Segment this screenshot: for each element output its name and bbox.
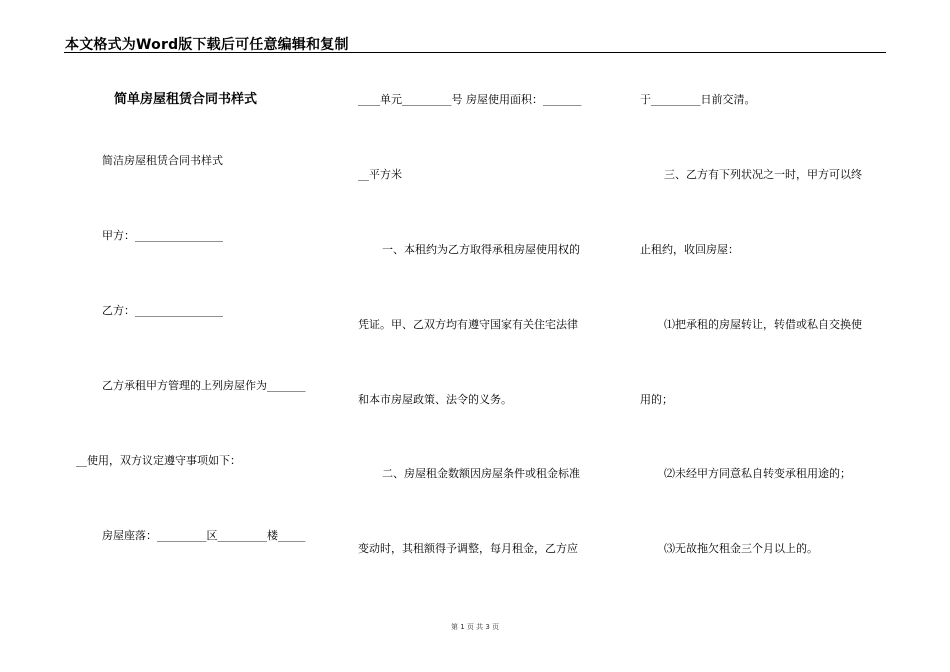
page-number: 第 1 页 共 3 页 (450, 623, 500, 631)
text-line: 止租约，收回房屋： (640, 243, 739, 256)
clause-2-line: 二、房屋租金数额因房屋条件或租金标准 (382, 467, 580, 480)
sub-item-3-line: ⑶无故拖欠租金三个月以上的。 (664, 542, 818, 555)
address-line: 房屋座落：_________区_________楼_____ (102, 529, 306, 542)
clause-1-line: 一、本租约为乙方取得承租房屋使用权的 (382, 243, 580, 256)
document-title: 简单房屋租赁合同书样式 (114, 92, 258, 107)
text-line: 变动时，其租额得予调整，每月租金，乙方应 (358, 542, 578, 555)
party-b-line: 乙方：________________ (102, 304, 223, 317)
text-line: 凭证。甲、乙双方均有遵守国家有关住宅法律 (358, 318, 578, 331)
text-line: __平方米 (358, 168, 402, 181)
clause-3-line: 三、乙方有下列状况之一时，甲方可以终 (664, 168, 862, 181)
column-1 (0, 0, 330, 620)
sub-item-2-line: ⑵未经甲方同意私自转变承租用途的； (664, 467, 851, 480)
text-line: 于_________日前交清。 (640, 93, 756, 106)
column-2 (330, 0, 620, 620)
text-line: 和本市房屋政策、法令的义务。 (358, 393, 512, 406)
sub-item-1-line: ⑴把承租的房屋转让，转借或私自交换使 (664, 318, 862, 331)
column-3 (620, 0, 900, 620)
text-line: ____单元_________号 房屋使用面积：_______ (358, 93, 582, 106)
document-header-title: 本文格式为Word版下载后可任意编辑和复制 (65, 37, 349, 53)
party-a-line: 甲方：________________ (102, 229, 223, 242)
text-line: 简洁房屋租赁合同书样式 (102, 154, 223, 167)
text-line: __使用，双方议定遵守事项如下： (76, 454, 241, 467)
text-line: 乙方承租甲方管理的上列房屋作为_______ (102, 379, 306, 392)
text-line: 用的； (640, 393, 673, 406)
